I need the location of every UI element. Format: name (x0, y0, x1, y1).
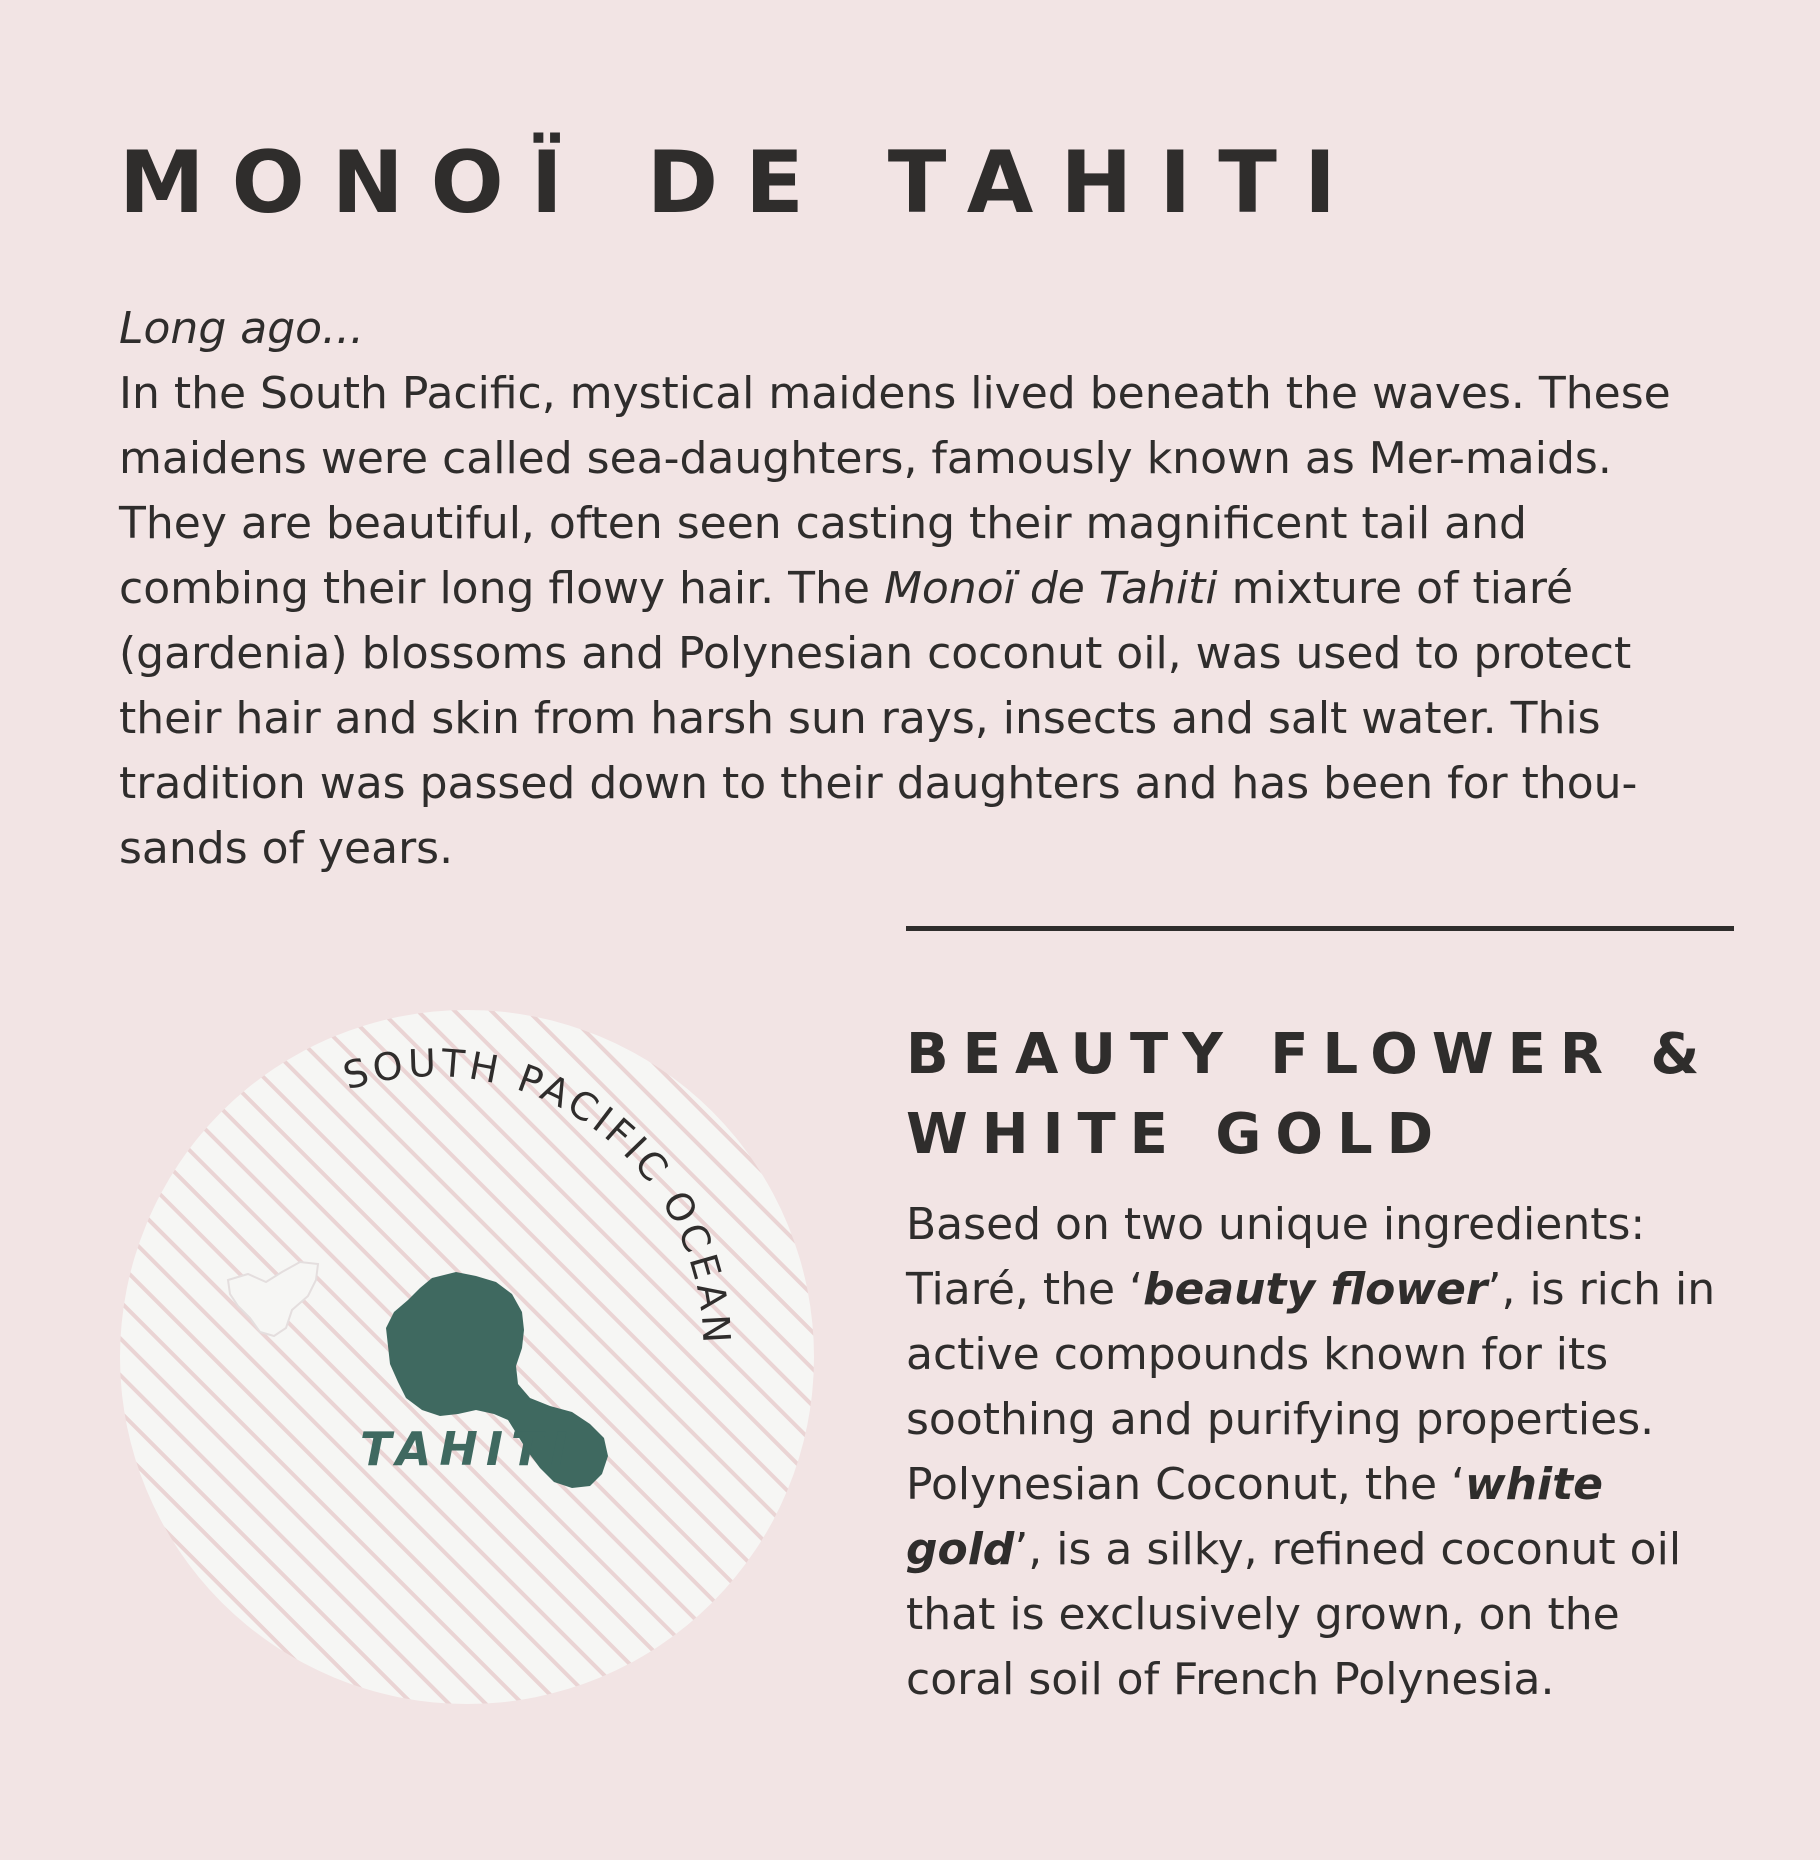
intro-line: sands of years. (119, 823, 454, 874)
intro-text-segment: mixture of tiaré (1217, 563, 1574, 614)
map-illustration (120, 1010, 814, 1704)
white-gold-emphasis: white (1465, 1459, 1603, 1510)
intro-line: their hair and skin from harsh sun rays, insects and salt water. This (119, 693, 1601, 744)
body-segment: ’, is a silky, refined coconut oil (1014, 1524, 1682, 1575)
body-segment: Polynesian Coconut, the ‘ (906, 1459, 1466, 1510)
body-segment: Tiaré, the ‘ (906, 1264, 1144, 1315)
section-title-line: BEAUTY FLOWER & (906, 1022, 1714, 1087)
intro-text (119, 296, 1759, 881)
intro-line: tradition was passed down to their daughters and has been for thou- (119, 758, 1638, 809)
ocean-label-path: SOUTH PACIFIC OCEAN (338, 1040, 739, 1349)
beauty-flower-emphasis: beauty flower (1143, 1264, 1488, 1315)
section-body (906, 1192, 1766, 1712)
body-line (906, 1517, 1766, 1582)
intro-text-segment: combing their long flowy hair. The (119, 563, 884, 614)
intro-line: maidens were called sea-daughters, famously known as Mer-maids. (119, 433, 1612, 484)
section-title (906, 1015, 1713, 1175)
section-title-line: WHITE GOLD (906, 1102, 1448, 1167)
body-line (906, 1257, 1766, 1322)
intro-line: (gardenia) blossoms and Polynesian coconut oil, was used to protect (119, 628, 1632, 679)
intro-lead: Long ago... (119, 303, 365, 354)
island-label: TAHITI (360, 1422, 576, 1476)
body-segment: ’, is rich in (1487, 1264, 1716, 1315)
white-gold-emphasis: gold (906, 1524, 1015, 1575)
body-line: soothing and purifying properties. (906, 1394, 1655, 1445)
body-line: active compounds known for its (906, 1329, 1609, 1380)
intro-line: In the South Pacific, mystical maidens lived beneath the waves. These (119, 368, 1671, 419)
body-line (906, 1452, 1766, 1517)
page-title: MONOÏ DE TAHITI (119, 133, 1363, 233)
tahiti-map (120, 1010, 814, 1704)
intro-line (119, 556, 1759, 621)
body-line: Based on two unique ingredients: (906, 1199, 1646, 1250)
body-line: coral soil of French Polynesia. (906, 1654, 1555, 1705)
intro-line: They are beautiful, often seen casting their magnificent tail and (119, 498, 1527, 549)
section-divider (906, 926, 1734, 931)
body-line: that is exclusively grown, on the (906, 1589, 1620, 1640)
product-name-emphasis: Monoï de Tahiti (883, 563, 1218, 614)
